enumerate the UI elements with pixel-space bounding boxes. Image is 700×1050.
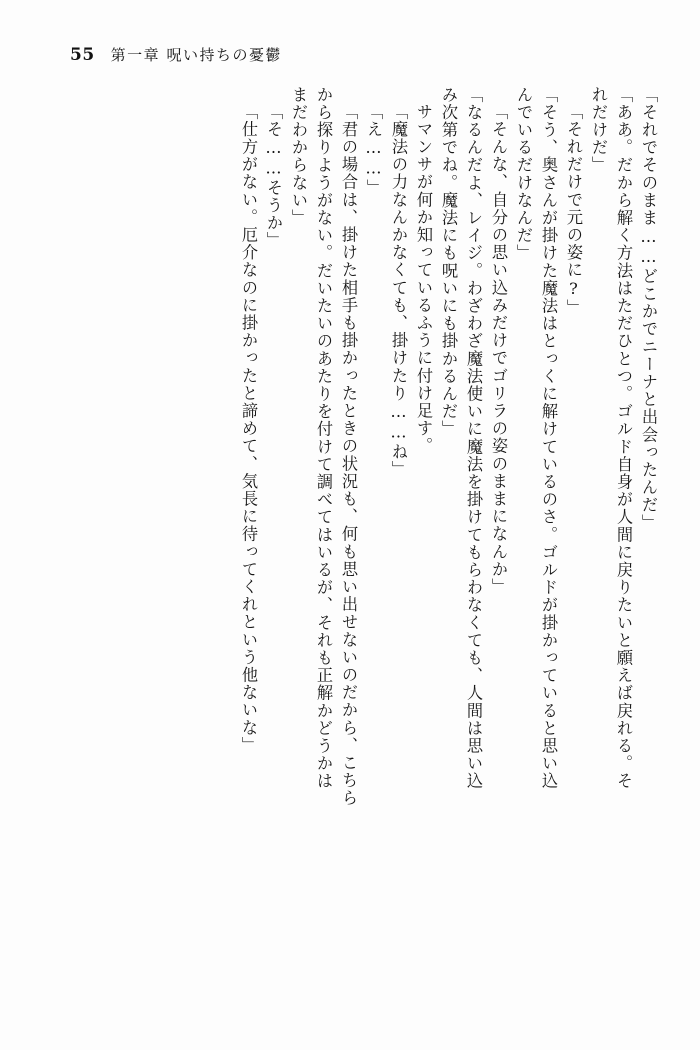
text-line: んでいるだけなんだ」 — [514, 86, 533, 262]
text-line: 「それだけで元の姿に?」 — [564, 103, 583, 317]
text-line: まだわからない」 — [289, 86, 308, 227]
text-line: 「仕方がない。厄介なのに掛かったと諦めて、気長に待ってくれという他ないな」 — [239, 103, 258, 755]
text-line: から探りようがない。だいたいのあたりを付けて調べてはいるが、それも正解かどうかは — [314, 86, 333, 790]
text-line: 「君の場合は、掛けた相手も掛かったときの状況も、何も思い出せないのだから、こちら — [339, 103, 358, 807]
text-line: れだけだ」 — [589, 86, 608, 174]
text-line: 「そう、奥さんが掛けた魔法はとっくに解けているのさ。ゴルドが掛かっていると思い込 — [539, 86, 558, 790]
text-line: 「そんな、自分の思い込みだけでゴリラの姿のままになんか」 — [489, 103, 508, 596]
body-text — [48, 86, 656, 1006]
text-line: 「魔法の力なんかなくても、掛けたり……ね」 — [389, 103, 408, 479]
text-line: 「そ……そうか」 — [264, 103, 283, 250]
text-line: 「なるんだよ、レイジ。わざわざ魔法使いに魔法を掛けてもらわなくても、人間は思い込 — [464, 86, 483, 790]
text-line: 「それでそのまま……どこかでニーナと出会ったんだ」 — [639, 86, 658, 532]
text-line: み次第でね。魔法にも呪いにも掛かるんだ」 — [439, 86, 458, 438]
chapter-title: 第一章 呪い持ちの憂鬱 — [110, 46, 282, 64]
text-line: 「ああ。だから解く方法はただひとつ。ゴルド自身が人間に戻りたいと願えば戻れる。そ — [614, 86, 633, 790]
text-line: サマンサが何か知っているふうに付け足す。 — [414, 103, 433, 455]
page-header — [70, 44, 282, 65]
text-line: 「え……」 — [364, 103, 383, 197]
page-number: 55 — [70, 45, 95, 65]
